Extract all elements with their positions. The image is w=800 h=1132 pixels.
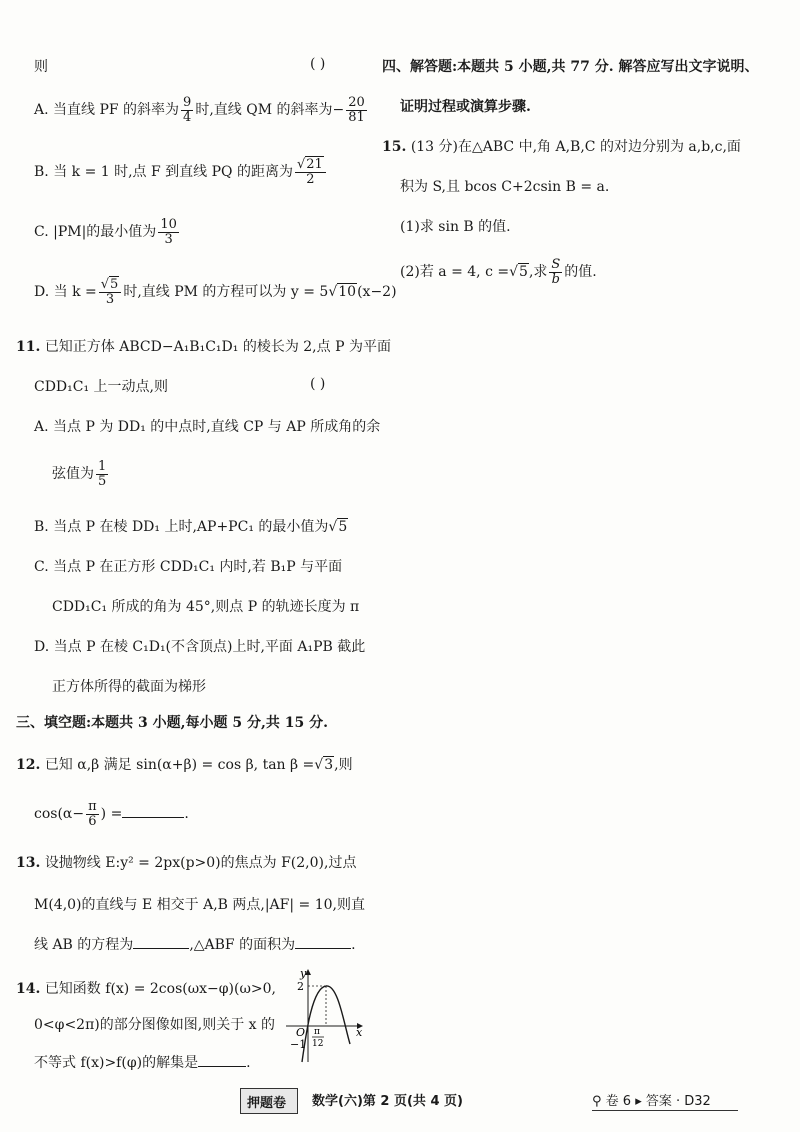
section-4-heading-line1: 四、解答题:本题共 5 小题,共 77 分. 解答应写出文字说明、 xyxy=(382,59,759,75)
q15-stem-line1: 15. (13 分)在△ABC 中,角 A,B,C 的对边分别为 a,b,c,面 xyxy=(382,139,741,155)
q11-stem-line1: 11. 已知正方体 ABCD−A₁B₁C₁D₁ 的棱长为 2,点 P 为平面 xyxy=(16,339,391,355)
q13-answer-blank-1 xyxy=(133,948,189,949)
graph-x-label: x xyxy=(356,1026,363,1039)
q11-option-a-line1: A. 当点 P 为 DD₁ 的中点时,直线 CP 与 AP 所成角的余 xyxy=(34,419,381,435)
graph-y-tick-neg1: −1 xyxy=(290,1038,307,1051)
q11-option-d-line2: 正方体所得的截面为梯形 xyxy=(52,679,206,695)
graph-y-tick-2: 2 xyxy=(297,980,304,993)
q11-stem-line2: CDD₁C₁ 上一动点,则 xyxy=(34,379,168,395)
graph-origin: O xyxy=(296,1026,306,1039)
q13-stem-line3: 线 AB 的方程为 ,△ABF 的面积为 . xyxy=(34,937,356,953)
q11-option-c-line2: CDD₁C₁ 所成的角为 45°,则点 P 的轨迹长度为 π xyxy=(52,599,360,615)
q14-stem-line3: 不等式 f(x)>f(φ)的解集是 . xyxy=(34,1055,251,1071)
footer-answer-tag xyxy=(592,1090,738,1111)
section-3-heading: 三、填空题:本题共 3 小题,每小题 5 分,共 15 分. xyxy=(16,715,328,731)
q11-answer-paren: ( ) xyxy=(310,376,326,392)
q11-option-b: B. 当点 P 在棱 DD₁ 上时,AP+PC₁ 的最小值为√5 xyxy=(34,519,348,535)
q11-option-a-line2: 弦值为 $\frac{1}{5}$ xyxy=(52,459,107,489)
q15-stem-line2: 积为 S,且 bcos C+2csin B = a. xyxy=(400,179,610,195)
key-icon: ⚲ xyxy=(592,1094,602,1109)
q12-stem-line2: cos(α− $\frac{\pi}{6}$ ) = . xyxy=(34,799,189,829)
q14-function-graph xyxy=(284,964,366,1064)
q14-answer-blank xyxy=(198,1066,246,1067)
q12-stem-line1: 12. 已知 α,β 满足 sin(α+β) = cos β, tan β =√3,则 xyxy=(16,757,353,773)
footer-page-info: 数学(六)第 2 页(共 4 页) xyxy=(312,1094,463,1109)
graph-x-tick-den: 12 xyxy=(312,1039,324,1049)
q12-answer-blank xyxy=(122,817,184,818)
q13-answer-blank-2 xyxy=(295,948,351,949)
footer-tag-text: 卷 6 ▸ 答案 · D32 xyxy=(605,1094,711,1109)
section-4-heading-line2: 证明过程或演算步骤. xyxy=(400,99,531,115)
q10-option-a: A. 当直线 PF 的斜率为 $\frac{9}{4}$ 时,直线 QM 的斜率为− $\frac{20}{81}$ xyxy=(34,95,365,125)
q13-stem-line1: 13. 设抛物线 E:y² = 2px(p>0)的焦点为 F(2,0),过点 xyxy=(16,855,357,871)
q10-option-c: C. |PM|的最小值为 $\frac{10}{3}$ xyxy=(34,217,177,247)
q10-answer-paren: ( ) xyxy=(310,56,326,72)
graph-x-tick-num: π xyxy=(314,1027,320,1037)
q15-part-1: (1)求 sin B 的值. xyxy=(400,219,511,235)
q15-part-2: (2)若 a = 4, c =√5,求 $\frac{S}{b}$ 的值. xyxy=(400,257,597,287)
graph-y-label: y xyxy=(300,967,307,980)
q11-option-d-line1: D. 当点 P 在棱 C₁D₁(不含顶点)上时,平面 A₁PB 截此 xyxy=(34,639,366,655)
q10-option-d: D. 当 k = $\frac{√5}{3}$ 时,直线 PM 的方程可以为 y = 5√10(x−2) xyxy=(34,277,397,307)
q10-lead: 则 xyxy=(34,59,48,75)
footer-badge: 押题卷 xyxy=(240,1088,298,1114)
q11-option-c-line1: C. 当点 P 在正方形 CDD₁C₁ 内时,若 B₁P 与平面 xyxy=(34,559,343,575)
q10-option-b: B. 当 k = 1 时,点 F 到直线 PQ 的距离为 $\frac{√21}{2}$ xyxy=(34,158,328,186)
q14-stem-line1: 14. 已知函数 f(x) = 2cos(ωx−φ)(ω>0, xyxy=(16,981,276,997)
q14-stem-line2: 0<φ<2π)的部分图像如图,则关于 x 的 xyxy=(34,1017,275,1033)
q13-stem-line2: M(4,0)的直线与 E 相交于 A,B 两点,|AF| = 10,则直 xyxy=(34,897,365,913)
